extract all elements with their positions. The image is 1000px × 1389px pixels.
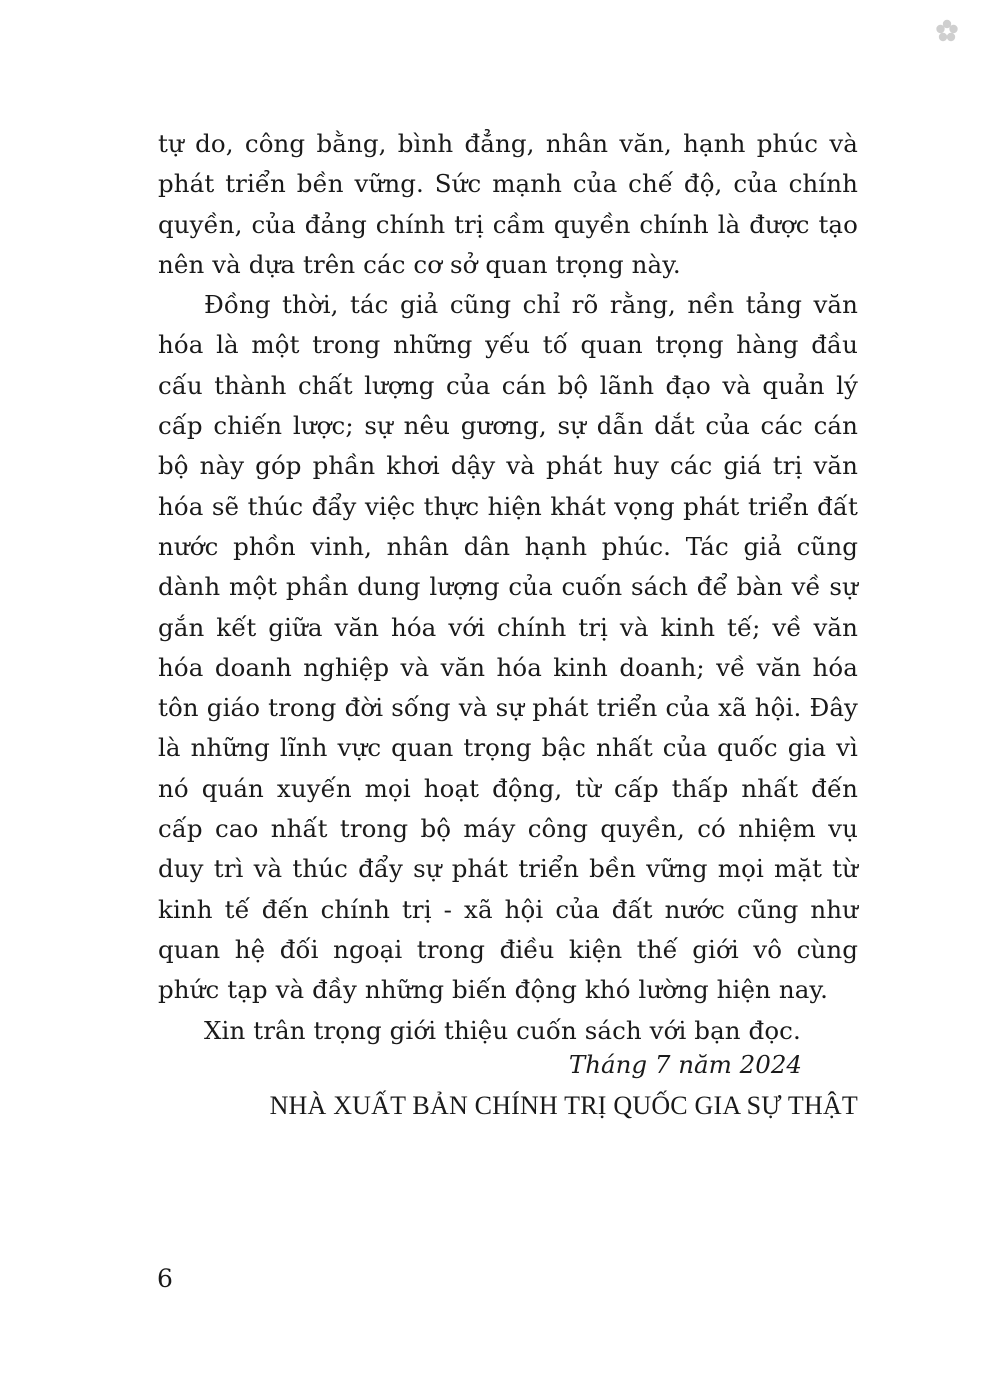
paragraph-continued: tự do, công bằng, bình đẳng, nhân văn, hạnh phúc và phát triển bền vững. Sức mạnh của chế độ, của chính quyền, của đảng chính trị cầm quyền chính là được tạo nên và dựa trên các cơ sở quan trọng này. — [158, 129, 858, 279]
paragraph-main: Đồng thời, tác giả cũng chỉ rõ rằng, nền tảng văn hóa là một trong những yếu tố quan trọng hàng đầu cấu thành chất lượng của cán bộ lãnh đạo và quản lý cấp chiến lược; sự nêu gương, sự dẫn dắt của các cán bộ này góp phần khơi dậy và phát huy các giá trị văn hóa sẽ thúc đẩy việc thực hiện khát vọng phát triển đất nước phồn vinh, nhân dân hạnh phúc. Tác giả cũng dành một phần dung lượng của cuốn sách để bàn về sự gắn kết giữa văn hóa với chính trị và kinh tế; về văn hóa doanh nghiệp và văn hóa kinh doanh; về văn hóa tôn giáo trong đời sống và sự phát triển của xã hội. Đây là những lĩnh vực quan trọng bậc nhất của quốc gia vì nó quán xuyến mọi hoạt động, từ cấp thấp nhất đến cấp cao nhất trong bộ máy công quyền, có nhiệm vụ duy trì và thúc đẩy sự phát triển bền vững mọi mặt từ kinh tế đến chính trị - xã hội của đất nước cũng như quan hệ đối ngoại trong điều kiện thế giới vô cùng phức tạp và đầy những biến động khó lường hiện nay. — [158, 290, 858, 1005]
flower-ornament-icon — [934, 18, 960, 44]
page-body — [158, 124, 858, 1051]
signature-publisher: NHÀ XUẤT BẢN CHÍNH TRỊ QUỐC GIA SỰ THẬT — [269, 1091, 858, 1120]
page-number: 6 — [157, 1264, 173, 1293]
paragraph-closing: Xin trân trọng giới thiệu cuốn sách với bạn đọc. — [204, 1015, 801, 1045]
signature-date: Tháng 7 năm 2024 — [568, 1050, 802, 1079]
